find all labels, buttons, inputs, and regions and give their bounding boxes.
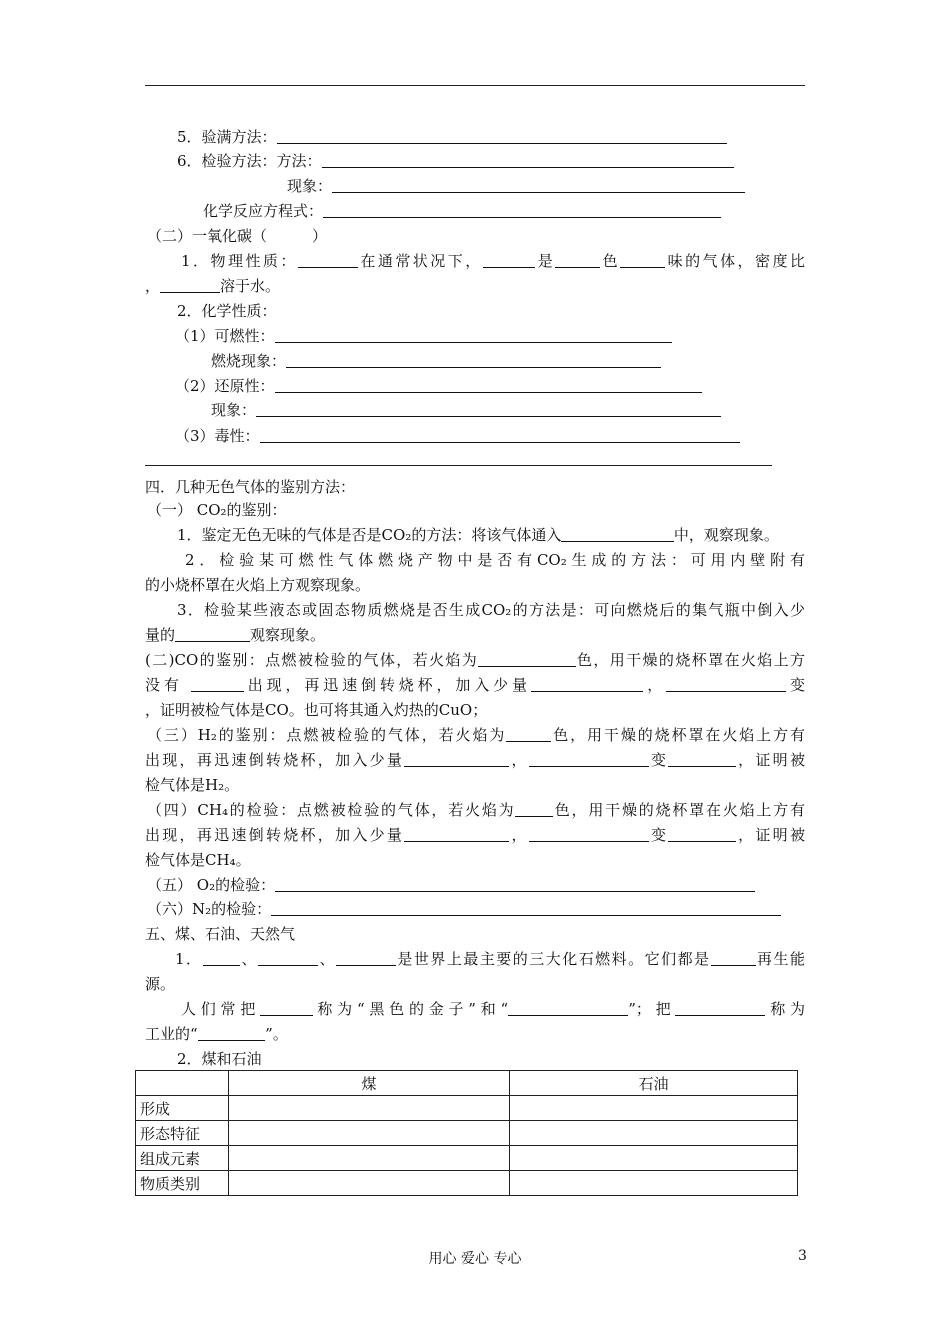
fill-in-blank [175, 626, 250, 642]
line-black-gold-cont: 工业的“ ”。 [145, 1025, 288, 1043]
fill-in-blank [277, 128, 727, 144]
line-5-full-check: 5．验满方法： [177, 127, 727, 147]
fill-in-blank [203, 950, 241, 966]
fill-in-blank [298, 252, 358, 268]
fill-in-blank [260, 427, 740, 443]
fill-in-blank [275, 876, 755, 892]
line-co2-method-2-cont: 的小烧杯罩在火焰上方观察现象。 [145, 576, 371, 594]
line-o2-test: （五） O₂的检验： [147, 875, 755, 895]
line-h2-identification-2: 出现，再迅速倒转烧杯，加入少量 ， 变 ，证明被 [145, 751, 805, 769]
fill-in-blank [275, 327, 673, 343]
line-ch4-test-3: 检气体是CH₄。 [145, 851, 251, 869]
table-cell [229, 1096, 510, 1121]
line-reducibility: （2）还原性： [175, 376, 702, 396]
header-rule [145, 85, 805, 86]
table-header-row [136, 1071, 798, 1096]
fill-in-blank [323, 202, 721, 218]
table-cell [510, 1171, 798, 1196]
table-row [136, 1121, 798, 1146]
table-cell [510, 1096, 798, 1121]
line-ch4-test-2: 出现，再迅速倒转烧杯，加入少量 ， 变 ，证明被 [145, 826, 805, 844]
fill-in-blank [529, 751, 649, 767]
row-label: 形态特征 [136, 1121, 229, 1146]
heading-co2: （一） CO₂的鉴别： [147, 501, 287, 519]
fill-in-blank [620, 252, 665, 268]
line-h2-identification-3: 检气体是H₂。 [145, 776, 240, 794]
fill-in-blank [271, 900, 781, 916]
row-label: 物质类别 [136, 1171, 229, 1196]
footer-motto: 用心 爱心 专心 [428, 1251, 522, 1267]
table-header-cell [136, 1071, 229, 1096]
line-co-identification-3: ，证明被检气体是CO。也可将其通入灼热的CuO； [145, 701, 488, 719]
line-co-identification-2: 没有 出现，再迅速倒转烧杯，加入少量 ， 变 [145, 676, 805, 694]
fill-in-blank [561, 526, 674, 542]
fill-in-blank [478, 651, 576, 667]
table-header-coal: 煤 [229, 1071, 510, 1096]
row-label: 组成元素 [136, 1146, 229, 1171]
table-row [136, 1096, 798, 1121]
fill-in-blank [198, 1025, 266, 1041]
fill-in-blank [275, 377, 703, 393]
fill-in-blank [260, 1000, 313, 1016]
line-flammability: （1）可燃性： [175, 326, 672, 346]
heading-fossil-fuels: 五、煤、石油、天然气 [145, 925, 296, 943]
fill-in-blank [160, 277, 220, 293]
line-6-test-method: 6．检验方法：方法： [177, 151, 734, 171]
table-cell [229, 1146, 510, 1171]
fill-in-blank [529, 826, 649, 842]
line-chemical-properties: 2．化学性质： [177, 302, 277, 320]
line-solubility: ， 溶于水。 [145, 277, 281, 295]
line-phenomenon: 现象： [287, 176, 745, 196]
fill-in-blank [256, 401, 721, 417]
fill-in-blank [711, 950, 756, 966]
line-equation: 化学反应方程式： [203, 201, 721, 221]
section-divider [145, 465, 772, 466]
line-black-gold: 人们常把 称为“黑色的金子”和“ ”；把 称为 [181, 1000, 805, 1018]
line-toxicity: （3）毒性： [175, 426, 740, 446]
heading-gas-identification: 四．几种无色气体的鉴别方法： [145, 478, 356, 496]
line-h2-identification: （三）H₂的鉴别：点燃被检验的气体，若火焰为 色，用干燥的烧杯罩在火焰上方有 [147, 726, 805, 744]
fill-in-blank [322, 152, 735, 168]
fill-in-blank [483, 252, 536, 268]
table-row [136, 1171, 798, 1196]
fill-in-blank [668, 751, 736, 767]
line-co2-method-3-cont: 量的 观察现象。 [145, 626, 326, 644]
fill-in-blank [668, 826, 736, 842]
coal-oil-table [135, 1070, 798, 1196]
fill-in-blank [675, 1000, 765, 1016]
line-ch4-test: （四）CH₄的检验：点燃被检验的气体，若火焰为 色，用干燥的烧杯罩在火焰上方有 [147, 801, 805, 819]
row-label: 形成 [136, 1096, 229, 1121]
table-cell [229, 1121, 510, 1146]
line-burning-phenomenon: 燃烧现象： [211, 351, 661, 371]
fill-in-blank [508, 1000, 628, 1016]
fill-in-blank [666, 676, 786, 692]
fill-in-blank [404, 826, 509, 842]
line-fossil-fuels-1: 1． 、 、 是世界上最主要的三大化石燃料。它们都是 再生能 [175, 950, 805, 968]
line-co2-method-3: 3．检验某些液态或固态物质燃烧是否生成CO₂的方法是：可向燃烧后的集气瓶中倒入少 [177, 601, 805, 619]
line-n2-test: （六）N₂的检验： [147, 899, 781, 919]
table-cell [229, 1171, 510, 1196]
line-coal-oil-heading: 2．煤和石油 [177, 1050, 262, 1068]
fill-in-blank [515, 801, 553, 817]
table-header-oil: 石油 [510, 1071, 798, 1096]
table-row [136, 1146, 798, 1171]
line-co-identification: (二)CO的鉴别：点燃被检验的气体，若火焰为 色，用干燥的烧杯罩在火焰上方 [145, 651, 805, 669]
page-number: 3 [798, 1248, 807, 1264]
fill-in-blank [555, 252, 600, 268]
fill-in-blank [531, 676, 644, 692]
fill-in-blank [191, 676, 244, 692]
fill-in-blank [332, 177, 745, 193]
line-co2-method-2: 2．检验某可燃性气体燃烧产物中是否有CO₂生成的方法：可用内壁附有 [185, 551, 805, 569]
fill-in-blank [336, 950, 396, 966]
line-reduction-phenomenon: 现象： [211, 400, 721, 420]
line-fossil-fuels-1-cont: 源。 [145, 975, 176, 993]
fill-in-blank [258, 950, 318, 966]
fill-in-blank [506, 726, 551, 742]
fill-in-blank [286, 352, 661, 368]
table-cell [510, 1121, 798, 1146]
line-physical-properties: 1．物理性质： 在通常状况下， 是 色 味的气体，密度比 [181, 252, 805, 270]
fill-in-blank [404, 751, 509, 767]
table-cell [510, 1146, 798, 1171]
line-co2-method-1: 1．鉴定无色无味的气体是否是CO₂的方法：将该气体通入 中，观察现象。 [177, 526, 779, 544]
heading-co: （二）一氧化碳（ ） [147, 227, 328, 245]
